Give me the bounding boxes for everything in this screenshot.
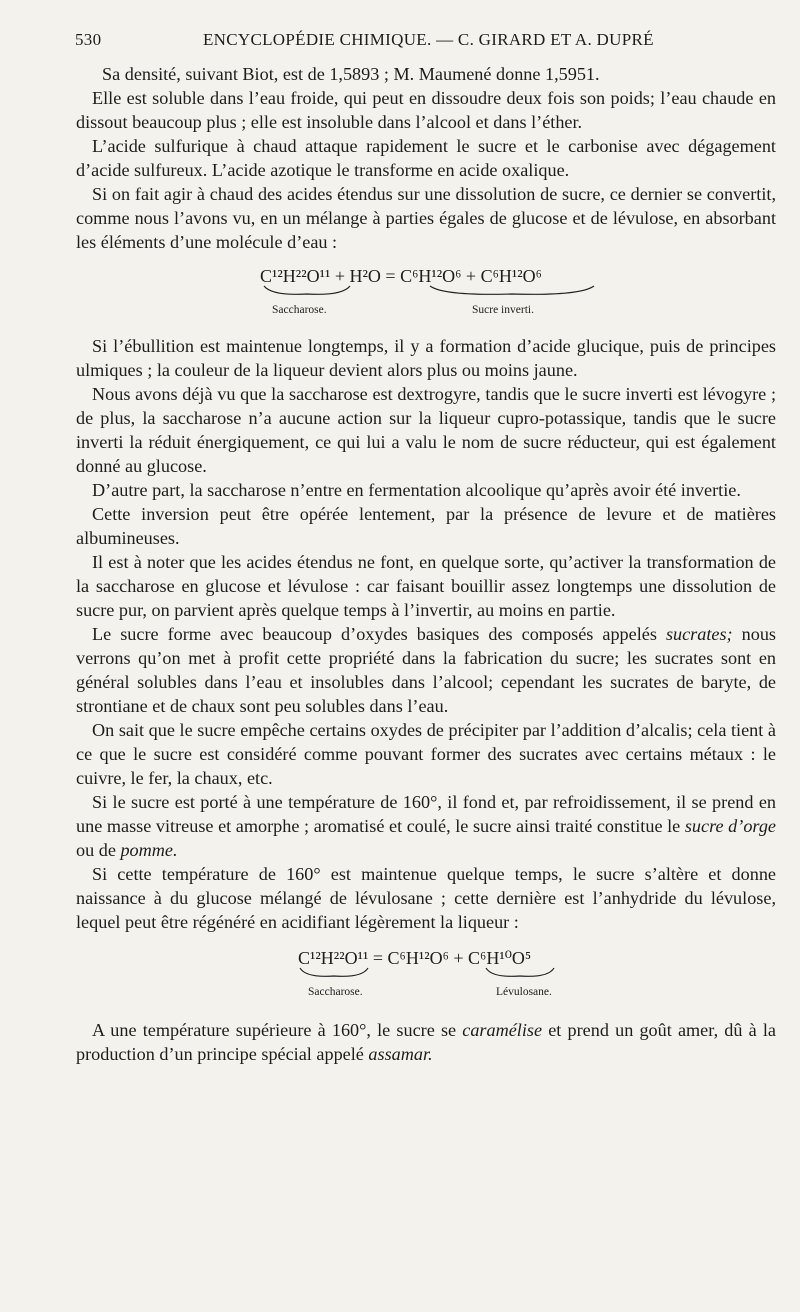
page-number: 530 bbox=[75, 30, 102, 49]
paragraph-levure: Cette inversion peut être opérée lentement, par la présence de levure et de matières albumineuses. bbox=[76, 504, 776, 548]
equation-levulosane-text: C¹²H²²O¹¹ = C⁶H¹²O⁶ + C⁶H¹⁰O⁵ bbox=[298, 948, 532, 968]
label-saccharose: Saccharose. bbox=[272, 304, 327, 316]
paragraph-sulfuric-acid: L’acide sulfurique à chaud attaque rapidement le sucre et le carbonise avec dégagement d’acide sulfureux. L’acide azotique le transforme en acide oxalique. bbox=[76, 136, 776, 180]
paragraph-fermentation: D’autre part, la saccharose n’entre en fermentation alcoolique qu’après avoir été invertie. bbox=[92, 480, 741, 500]
label-levulosane: Lévulosane. bbox=[496, 986, 552, 998]
paragraph-dilute-acids: Si on fait agir à chaud des acides étendus sur une dissolution de sucre, ce dernier se convertit, comme nous l’avons vu, en un mélange à parties égales de glucose et de lévulose, en absorbant les éléments d’une molécule d’eau : bbox=[76, 184, 776, 252]
equation-inversion bbox=[76, 260, 776, 330]
paragraph-sucre-orge: Si le sucre est porté à une température de 160°, il fond et, par refroidissement, il se prend en une masse vitreuse et amorphe ; aromatisé et coulé, le sucre ainsi traité constitue le sucre d’orge ou de pomme. bbox=[76, 792, 776, 860]
label-sucre-inverti: Sucre inverti. bbox=[472, 304, 534, 316]
term-sucre-orge: sucre d’orge bbox=[684, 816, 776, 836]
paragraph-levulosane: Si cette température de 160° est maintenue quelque temps, le sucre s’altère et donne naissance à du glucose mélangé de lévulosane ; cette dernière est l’anhydride du lévulose, lequel peut être régénéré en acidifiant légèrement la liqueur : bbox=[76, 864, 776, 932]
paragraph-dextrogyre: Nous avons déjà vu que la saccharose est dextrogyre, tandis que le sucre inverti est lévogyre ; de plus, la saccharose n’a aucune action sur la liqueur cupro-potassique, tandis que le sucre inverti la réduit énergiquement, ce qui lui a valu le nom de sucre réducteur, qui est également donné au glucose. bbox=[76, 384, 776, 476]
paragraph-sucrates: Le sucre forme avec beaucoup d’oxydes basiques des composés appelés sucrates; nous verrons qu’on met à profit cette propriété dans la fabrication du sucre; les sucrates sont en général solubles dans l’eau et insolubles dans l’alcool; cependant les sucrates de baryte, de strontiane et de chaux sont peu solubles dans l’eau. bbox=[76, 624, 776, 716]
label-saccharose-2: Saccharose. bbox=[308, 986, 363, 998]
term-caramelise: caramélise bbox=[462, 1020, 543, 1040]
paragraph-density: Sa densité, suivant Biot, est de 1,5893 ; M. Maumené donne 1,5951. bbox=[102, 64, 600, 84]
brace-saccharose-2 bbox=[298, 966, 370, 980]
term-pomme: pomme. bbox=[120, 840, 178, 860]
term-sucrates: sucrates; bbox=[665, 624, 733, 644]
paragraph-metaux: On sait que le sucre empêche certains oxydes de précipiter par l’addition d’alcalis; cela tient à ce que le sucre est considéré comme pouvant former des sucrates avec certains métaux : le cuivre, le fer, la chaux, etc. bbox=[76, 720, 776, 788]
paragraph-ebullition: Si l’ébullition est maintenue longtemps, il y a formation d’acide glucique, puis de principes ulmiques ; la couleur de la liqueur devient alors plus ou moins jaune. bbox=[76, 336, 776, 380]
page-body bbox=[76, 62, 776, 1066]
paragraph-solubility: Elle est soluble dans l’eau froide, qui peut en dissoudre deux fois son poids; l’eau chaude en dissout beaucoup plus ; elle est insoluble dans l’alcool et dans l’éther. bbox=[76, 88, 776, 132]
brace-levulosane bbox=[484, 966, 556, 980]
equation-levulosane bbox=[76, 942, 776, 1008]
running-title: ENCYCLOPÉDIE CHIMIQUE. — C. GIRARD ET A. DUPRÉ bbox=[203, 30, 654, 49]
equation-inversion-text: C¹²H²²O¹¹ + H²O = C⁶H¹²O⁶ + C⁶H¹²O⁶ bbox=[260, 266, 542, 286]
brace-sucre-inverti bbox=[428, 284, 596, 298]
brace-saccharose bbox=[262, 284, 352, 298]
paragraph-caramel: A une température supérieure à 160°, le sucre se caramélise et prend un goût amer, dû à la production d’un principe spécial appelé assamar. bbox=[76, 1020, 776, 1064]
paragraph-acides-etendus: Il est à noter que les acides étendus ne font, en quelque sorte, qu’activer la transformation de la saccharose en glucose et lévulose : car faisant bouillir assez longtemps une dissolution de sucre pur, on parvient après quelque temps à l’invertir, au moins en partie. bbox=[76, 552, 776, 620]
term-assamar: assamar. bbox=[368, 1044, 433, 1064]
page-header bbox=[75, 30, 755, 54]
